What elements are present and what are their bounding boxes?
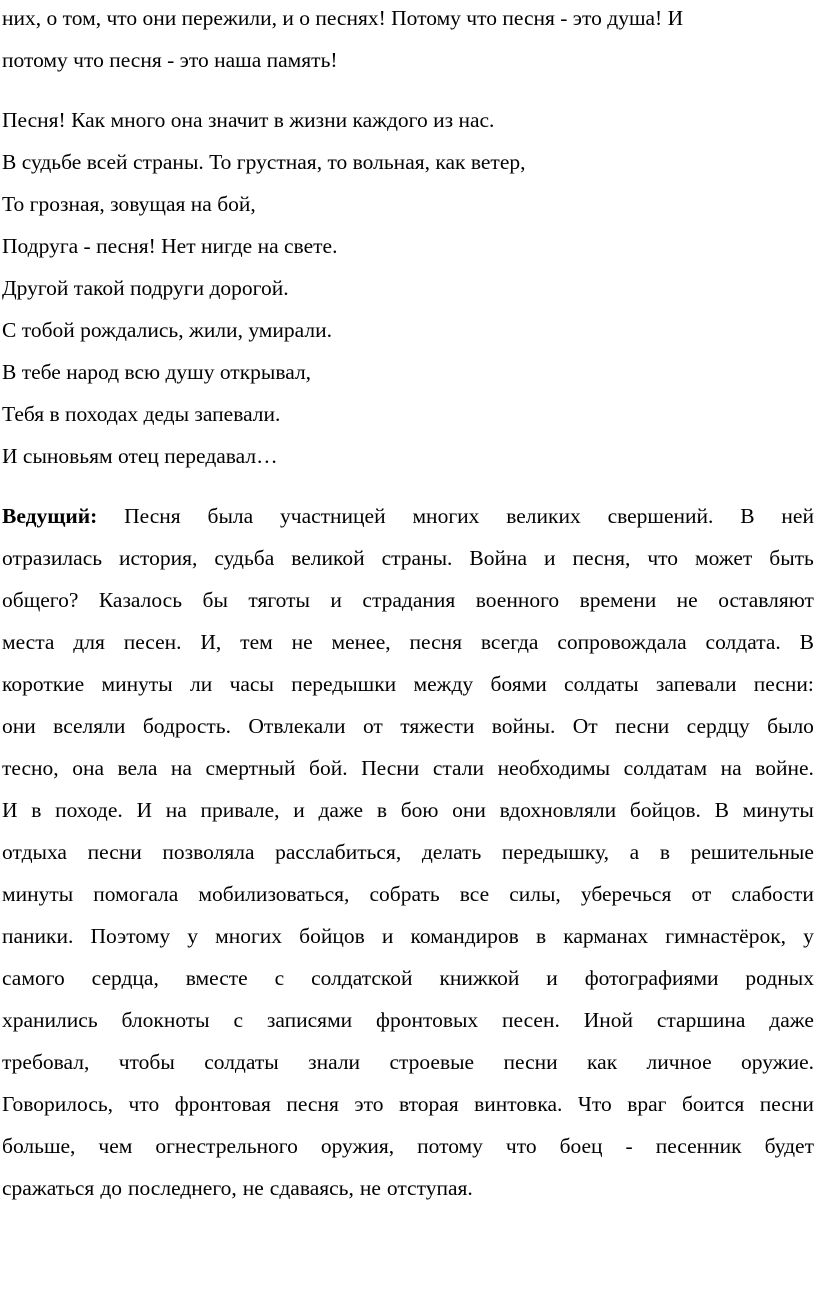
speech-word: до	[100, 1176, 123, 1200]
speech-word: вселяли	[53, 714, 126, 738]
speech-word: было	[767, 714, 814, 738]
speech-word: мобилизоваться,	[198, 882, 350, 906]
speech-word: войне.	[755, 756, 814, 780]
speech-word: передышки	[291, 672, 397, 696]
speech-word: солдатам	[623, 756, 708, 780]
speech-word: боями	[490, 672, 547, 696]
speech-word: вторая	[398, 1092, 459, 1116]
speech-word: В	[714, 798, 729, 822]
speech-word: с	[233, 1008, 244, 1032]
speech-word: часы	[229, 672, 274, 696]
poem-line-5: Другой такой подруги дорогой.	[2, 276, 289, 300]
speech-word: всегда	[480, 630, 539, 654]
speech-word: быть	[769, 546, 814, 570]
speech-word: отразилась	[2, 546, 103, 570]
speech-word: песен.	[123, 630, 182, 654]
speech-word: песни	[503, 1050, 558, 1074]
speech-word: участницей	[280, 504, 386, 528]
speech-word: В	[740, 504, 755, 528]
speech-word: помогала	[93, 882, 179, 906]
speech-word: вела	[117, 756, 158, 780]
speech-word: оставляют	[718, 588, 814, 612]
speech-word: в	[535, 924, 547, 948]
speech-word: В	[799, 630, 814, 654]
speech-word: может	[694, 546, 753, 570]
speech-word: у	[803, 924, 814, 948]
speech-word: с	[274, 966, 285, 990]
speech-word: менее,	[331, 630, 391, 654]
speech-word: даже	[769, 1008, 814, 1032]
speech-word: старшина	[656, 1008, 746, 1032]
speech-word: бы	[202, 588, 228, 612]
speech-word: песня	[409, 630, 463, 654]
speech-word: Поэтому	[90, 924, 171, 948]
speech-line-16	[2, 1136, 814, 1158]
speech-line-8	[2, 800, 814, 822]
speech-word: минуты	[101, 672, 173, 696]
speech-word: необходимы	[497, 756, 611, 780]
speech-word: От	[572, 714, 598, 738]
speech-word: больше,	[2, 1134, 76, 1158]
speech-word: враг	[627, 1092, 667, 1116]
speech-word: Что	[577, 1092, 612, 1116]
speech-word: многих	[412, 504, 480, 528]
speech-line-14	[2, 1052, 814, 1074]
speech-word: от	[362, 714, 383, 738]
speaker-label: Ведущий:	[2, 504, 98, 528]
speech-word: для	[73, 630, 105, 654]
speech-line-17	[2, 1178, 814, 1200]
speech-word: военного	[475, 588, 560, 612]
speech-word: чем	[98, 1134, 133, 1158]
speech-word: Иной	[583, 1008, 633, 1032]
speech-word: короткие	[2, 672, 85, 696]
speech-word: командиров	[410, 924, 519, 948]
speech-word: самого	[2, 966, 65, 990]
speech-word: будет	[764, 1134, 814, 1158]
speech-line-2	[2, 548, 814, 570]
speech-word: -	[625, 1134, 633, 1158]
speech-word: бойцов	[299, 924, 365, 948]
speech-line-10	[2, 884, 814, 906]
speech-word: вдохновляли	[499, 798, 617, 822]
speech-word: не	[359, 1176, 381, 1200]
speech-word: войны.	[491, 714, 556, 738]
speech-word: огнестрельного	[155, 1134, 298, 1158]
poem-line-7: В тебе народ всю душу открывал,	[2, 360, 312, 384]
speech-word: тяготы	[248, 588, 310, 612]
speech-line-4	[2, 632, 814, 654]
speech-word: многих	[215, 924, 283, 948]
poem-line-6: С тобой рождались, жили, умирали.	[2, 318, 332, 342]
speech-word: тем	[240, 630, 273, 654]
speech-line-9	[2, 842, 814, 864]
speech-word: как	[587, 1050, 618, 1074]
speech-word: записями	[266, 1008, 353, 1032]
speech-word: в	[376, 798, 387, 822]
speech-word: родных	[745, 966, 814, 990]
speech-word: книжкой	[439, 966, 520, 990]
speech-word: уберечься	[580, 882, 672, 906]
speech-word: страдания	[362, 588, 456, 612]
speech-word: великих	[506, 504, 581, 528]
speech-line-5	[2, 674, 814, 696]
speech-word: тесно,	[2, 756, 59, 780]
speech-word: минуты	[742, 798, 814, 822]
speech-word: позволяла	[162, 840, 255, 864]
speech-word: винтовка.	[474, 1092, 563, 1116]
speech-word: общего?	[2, 588, 79, 612]
speech-line-11	[2, 926, 814, 948]
speech-word: страны.	[381, 546, 453, 570]
speech-word: сражаться	[2, 1176, 95, 1200]
speech-word: фронтовых	[376, 1008, 479, 1032]
speech-word: в	[31, 798, 42, 822]
speech-word: между	[413, 672, 474, 696]
poem-line-1: Песня! Как много она значит в жизни каждого из нас.	[2, 108, 495, 132]
speech-word: они	[452, 798, 486, 822]
speech-word: И	[2, 798, 18, 822]
speech-word: великой	[291, 546, 365, 570]
speech-word: чтобы	[118, 1050, 175, 1074]
speech-word: ней	[781, 504, 814, 528]
speech-word: боится	[681, 1092, 745, 1116]
speech-word: Говорилось,	[2, 1092, 114, 1116]
speech-word: солдатской	[311, 966, 413, 990]
speech-word: походе.	[55, 798, 123, 822]
speech-word: песни	[615, 714, 670, 738]
speech-word: запевали	[655, 672, 737, 696]
speech-line-13	[2, 1010, 814, 1032]
poem-line-2: В судьбе всей страны. То грустная, то вольная, как ветер,	[2, 150, 526, 174]
speech-word: И,	[200, 630, 222, 654]
speech-word: потому	[417, 1134, 483, 1158]
speech-word: фронтовая	[174, 1092, 271, 1116]
speech-word: и	[381, 924, 394, 948]
speech-word: отдыха	[2, 840, 67, 864]
speech-word: строевые	[389, 1050, 475, 1074]
speech-word: от	[691, 882, 712, 906]
speech-word: гимнастёрок,	[665, 924, 787, 948]
speech-word: хранились	[2, 1008, 98, 1032]
speech-word: ли	[190, 672, 213, 696]
speech-word: что	[647, 546, 679, 570]
speech-word: в	[659, 840, 670, 864]
speech-word: песня,	[572, 546, 631, 570]
speech-word: бою	[400, 798, 439, 822]
speech-word: не	[291, 630, 313, 654]
speech-word: силы,	[509, 882, 561, 906]
poem-line-3: То грозная, зовущая на бой,	[2, 192, 256, 216]
speech-word: и	[546, 966, 558, 990]
speech-line-7	[2, 758, 814, 780]
speech-word: песен.	[502, 1008, 560, 1032]
speech-word: у	[187, 924, 198, 948]
speech-word: это	[354, 1092, 384, 1116]
speech-word: смертный	[205, 756, 296, 780]
speech-word: песни	[87, 840, 142, 864]
speech-word: даже	[318, 798, 364, 822]
speech-line-3	[2, 590, 814, 612]
speech-word: солдаты	[204, 1050, 279, 1074]
speech-word: солдаты	[564, 672, 639, 696]
speech-word: сдаваясь,	[269, 1176, 354, 1200]
intro-line-1: них, о том, что они пережили, и о песнях! Потому что песня - это душа! И	[2, 6, 684, 30]
intro-line-2: потому что песня - это наша память!	[2, 48, 338, 72]
speech-line-6	[2, 716, 814, 738]
speech-word: они	[2, 714, 36, 738]
speech-word: песенник	[655, 1134, 742, 1158]
speech-word: на	[165, 798, 187, 822]
speech-word: Казалось	[98, 588, 183, 612]
speech-word: времени	[579, 588, 657, 612]
speech-word: бойцов.	[629, 798, 701, 822]
speech-word: бодрость.	[142, 714, 231, 738]
speech-word: Песни	[361, 756, 420, 780]
speech-word: минуты	[2, 882, 74, 906]
speech-word: И	[136, 798, 153, 822]
speech-word: личное	[646, 1050, 712, 1074]
speech-word: бой.	[309, 756, 348, 780]
speech-word: Отвлекали	[248, 714, 346, 738]
speech-word: тяжести	[400, 714, 475, 738]
poem-line-8: Тебя в походах деды запевали.	[2, 402, 281, 426]
speech-word: сердца,	[91, 966, 159, 990]
speech-word: собрать	[369, 882, 440, 906]
speech-word: вместе	[185, 966, 248, 990]
speech-word: фотографиями	[584, 966, 719, 990]
speech-word: свершений.	[607, 504, 714, 528]
speech-word: была	[207, 504, 254, 528]
speech-word: все	[459, 882, 490, 906]
speech-word: отступая.	[386, 1176, 473, 1200]
speech-word: на	[170, 756, 192, 780]
speech-word: солдата.	[705, 630, 781, 654]
speech-word: карманах	[563, 924, 649, 948]
speech-word: места	[2, 630, 55, 654]
speech-word: оружия,	[320, 1134, 395, 1158]
speech-word: сердцу	[686, 714, 750, 738]
poem-line-9: И сыновьям отец передавал…	[2, 444, 278, 468]
speech-word: расслабиться,	[275, 840, 402, 864]
speech-word: паники.	[2, 924, 74, 948]
speech-word: а	[629, 840, 640, 864]
speech-word: на	[720, 756, 742, 780]
speech-word: не	[676, 588, 698, 612]
speech-word: слабости	[731, 882, 814, 906]
speech-word: что	[128, 1092, 160, 1116]
speech-word: передышку,	[501, 840, 610, 864]
speech-word: делать	[421, 840, 482, 864]
speech-word: знали	[308, 1050, 361, 1074]
speech-word: песня	[286, 1092, 339, 1116]
speech-word: судьба	[214, 546, 275, 570]
speech-word: оружие.	[741, 1050, 814, 1074]
speech-word: не	[242, 1176, 264, 1200]
speech-word: блокноты	[121, 1008, 210, 1032]
speech-word: она	[72, 756, 104, 780]
speech-line-1	[2, 506, 814, 528]
speech-word: песни:	[753, 672, 814, 696]
speech-line-15	[2, 1094, 814, 1116]
speech-word: Война	[469, 546, 528, 570]
speech-word: решительные	[690, 840, 814, 864]
speech-word: песни	[759, 1092, 814, 1116]
speech-word: требовал,	[2, 1050, 90, 1074]
poem-line-4: Подруга - песня! Нет нигде на свете.	[2, 234, 338, 258]
speech-word: история,	[119, 546, 198, 570]
speech-word: что	[505, 1134, 537, 1158]
speech-word: сопровождала	[557, 630, 687, 654]
speech-word: боец	[559, 1134, 603, 1158]
speech-word: Песня	[124, 504, 181, 528]
speech-word: привале,	[200, 798, 280, 822]
speech-word: и	[293, 798, 305, 822]
speech-word: и	[330, 588, 342, 612]
speech-word: стали	[432, 756, 485, 780]
speech-word: и	[544, 546, 556, 570]
speech-line-12	[2, 968, 814, 990]
speech-word: последнего,	[128, 1176, 237, 1200]
